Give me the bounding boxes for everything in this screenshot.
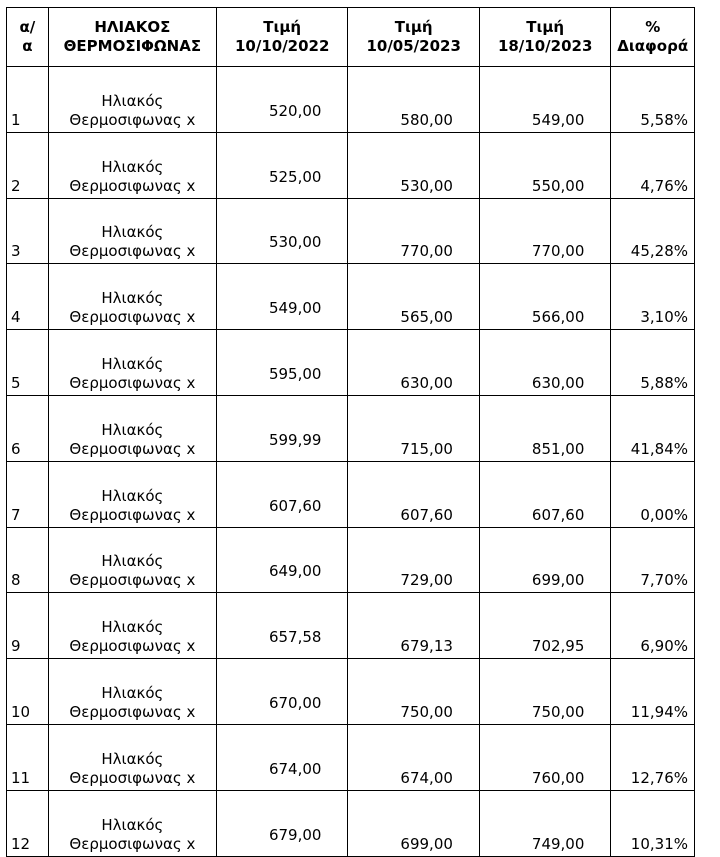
row-price-2022: 549,00 — [216, 264, 347, 330]
row-difference: 12,76% — [611, 724, 695, 790]
row-product-line1: Ηλιακός — [101, 223, 164, 242]
row-product-line1: Ηλιακός — [101, 420, 164, 439]
table-header — [7, 8, 695, 67]
row-price-2023-oct: 750,00 — [479, 659, 610, 725]
row-product-line2: Θερμοσιφωνας x — [69, 768, 196, 787]
row-difference: 45,28% — [611, 198, 695, 264]
row-price-2023-oct: 760,00 — [479, 724, 610, 790]
row-product-line2: Θερμοσιφωνας x — [69, 308, 196, 327]
row-difference: 4,76% — [611, 132, 695, 198]
table-row — [7, 461, 695, 527]
row-price-2023-may: 630,00 — [348, 330, 479, 396]
table-row — [7, 395, 695, 461]
header-price2-line1: Τιμή — [394, 18, 433, 36]
row-price-2023-oct: 549,00 — [479, 67, 610, 133]
row-difference: 0,00% — [611, 461, 695, 527]
row-product — [48, 461, 216, 527]
row-price-2023-oct: 566,00 — [479, 264, 610, 330]
row-index: 11 — [7, 724, 49, 790]
row-product-line1: Ηλιακός — [101, 157, 164, 176]
row-product-line1: Ηλιακός — [101, 683, 164, 702]
header-index — [7, 8, 49, 67]
price-comparison-sheet — [6, 7, 695, 857]
row-difference: 6,90% — [611, 593, 695, 659]
table-row — [7, 659, 695, 725]
table-row — [7, 67, 695, 133]
header-price-2023-may — [348, 8, 479, 67]
row-index: 7 — [7, 461, 49, 527]
row-index: 2 — [7, 132, 49, 198]
row-price-2023-may: 607,60 — [348, 461, 479, 527]
header-price2-line2: 10/05/2023 — [366, 37, 461, 55]
row-product-line2: Θερμοσιφωνας x — [69, 702, 196, 721]
row-price-2023-may: 729,00 — [348, 527, 479, 593]
row-product-line1: Ηλιακός — [101, 486, 164, 505]
table-row — [7, 527, 695, 593]
table-row — [7, 198, 695, 264]
table-row — [7, 790, 695, 856]
row-product — [48, 132, 216, 198]
row-price-2022: 595,00 — [216, 330, 347, 396]
row-price-2023-may: 530,00 — [348, 132, 479, 198]
row-product-line1: Ηλιακός — [101, 618, 164, 637]
row-product-line1: Ηλιακός — [101, 289, 164, 308]
row-product — [48, 659, 216, 725]
row-product-line2: Θερμοσιφωνας x — [69, 439, 196, 458]
table-row — [7, 264, 695, 330]
row-index: 12 — [7, 790, 49, 856]
header-price3-line2: 18/10/2023 — [497, 37, 593, 55]
row-price-2022: 657,58 — [216, 593, 347, 659]
row-product-line2: Θερμοσιφωνας x — [69, 373, 196, 392]
row-index: 3 — [7, 198, 49, 264]
row-difference: 10,31% — [611, 790, 695, 856]
header-price-2023-oct — [479, 8, 610, 67]
header-difference — [611, 8, 695, 67]
row-product-line1: Ηλιακός — [101, 91, 164, 110]
row-price-2022: 530,00 — [216, 198, 347, 264]
row-index: 10 — [7, 659, 49, 725]
row-product — [48, 67, 216, 133]
row-product — [48, 593, 216, 659]
row-price-2023-oct: 770,00 — [479, 198, 610, 264]
row-difference: 41,84% — [611, 395, 695, 461]
table-row — [7, 724, 695, 790]
row-product-line2: Θερμοσιφωνας x — [69, 505, 196, 524]
row-price-2023-may: 715,00 — [348, 395, 479, 461]
table-row — [7, 593, 695, 659]
header-row — [7, 8, 695, 67]
row-price-2022: 599,99 — [216, 395, 347, 461]
table-row — [7, 132, 695, 198]
header-product — [48, 8, 216, 67]
header-price1-line2: 10/10/2022 — [234, 37, 330, 55]
row-difference: 3,10% — [611, 264, 695, 330]
row-price-2023-oct: 749,00 — [479, 790, 610, 856]
row-difference: 7,70% — [611, 527, 695, 593]
row-product-line2: Θερμοσιφωνας x — [69, 242, 196, 261]
row-product-line2: Θερμοσιφωνας x — [69, 637, 196, 656]
row-price-2022: 520,00 — [216, 67, 347, 133]
row-index: 4 — [7, 264, 49, 330]
row-product — [48, 724, 216, 790]
row-product — [48, 264, 216, 330]
row-price-2022: 679,00 — [216, 790, 347, 856]
row-price-2022: 525,00 — [216, 132, 347, 198]
row-price-2022: 649,00 — [216, 527, 347, 593]
row-price-2023-may: 565,00 — [348, 264, 479, 330]
price-comparison-table — [6, 7, 695, 857]
row-difference: 5,88% — [611, 330, 695, 396]
row-price-2023-oct: 851,00 — [479, 395, 610, 461]
row-product — [48, 527, 216, 593]
row-index: 8 — [7, 527, 49, 593]
row-product-line1: Ηλιακός — [101, 552, 164, 571]
row-difference: 5,58% — [611, 67, 695, 133]
row-price-2023-oct: 630,00 — [479, 330, 610, 396]
row-price-2023-oct: 550,00 — [479, 132, 610, 198]
row-price-2023-may: 699,00 — [348, 790, 479, 856]
row-product — [48, 395, 216, 461]
header-product-line1: ΗΛΙΑΚΟΣ — [94, 18, 171, 36]
row-price-2023-may: 580,00 — [348, 67, 479, 133]
row-product-line2: Θερμοσιφωνας x — [69, 110, 196, 129]
header-price1-line1: Τιμή — [263, 18, 302, 36]
row-product — [48, 790, 216, 856]
row-price-2023-may: 679,13 — [348, 593, 479, 659]
header-diff-line1: % — [645, 18, 661, 36]
row-product-line1: Ηλιακός — [101, 354, 164, 373]
header-index-line1: α/ — [19, 18, 36, 36]
row-index: 5 — [7, 330, 49, 396]
row-price-2023-oct: 607,60 — [479, 461, 610, 527]
row-price-2022: 670,00 — [216, 659, 347, 725]
header-price3-line1: Τιμή — [526, 18, 565, 36]
row-index: 9 — [7, 593, 49, 659]
row-product-line1: Ηλιακός — [101, 749, 164, 768]
row-price-2023-may: 770,00 — [348, 198, 479, 264]
row-price-2023-may: 750,00 — [348, 659, 479, 725]
table-body — [7, 67, 695, 857]
row-price-2023-oct: 702,95 — [479, 593, 610, 659]
header-index-line2: α — [22, 37, 33, 55]
row-product-line2: Θερμοσιφωνας x — [69, 176, 196, 195]
row-price-2022: 607,60 — [216, 461, 347, 527]
row-index: 6 — [7, 395, 49, 461]
header-product-line2: ΘΕΡΜΟΣΙΦΩΝΑΣ — [63, 37, 202, 55]
row-price-2022: 674,00 — [216, 724, 347, 790]
table-row — [7, 330, 695, 396]
row-product-line1: Ηλιακός — [101, 815, 164, 834]
row-product-line2: Θερμοσιφωνας x — [69, 834, 196, 853]
row-difference: 11,94% — [611, 659, 695, 725]
header-diff-line2: Διαφορά — [617, 37, 689, 55]
header-price-2022 — [216, 8, 347, 67]
row-index: 1 — [7, 67, 49, 133]
row-product — [48, 330, 216, 396]
row-product-line2: Θερμοσιφωνας x — [69, 571, 196, 590]
row-price-2023-oct: 699,00 — [479, 527, 610, 593]
row-price-2023-may: 674,00 — [348, 724, 479, 790]
row-product — [48, 198, 216, 264]
